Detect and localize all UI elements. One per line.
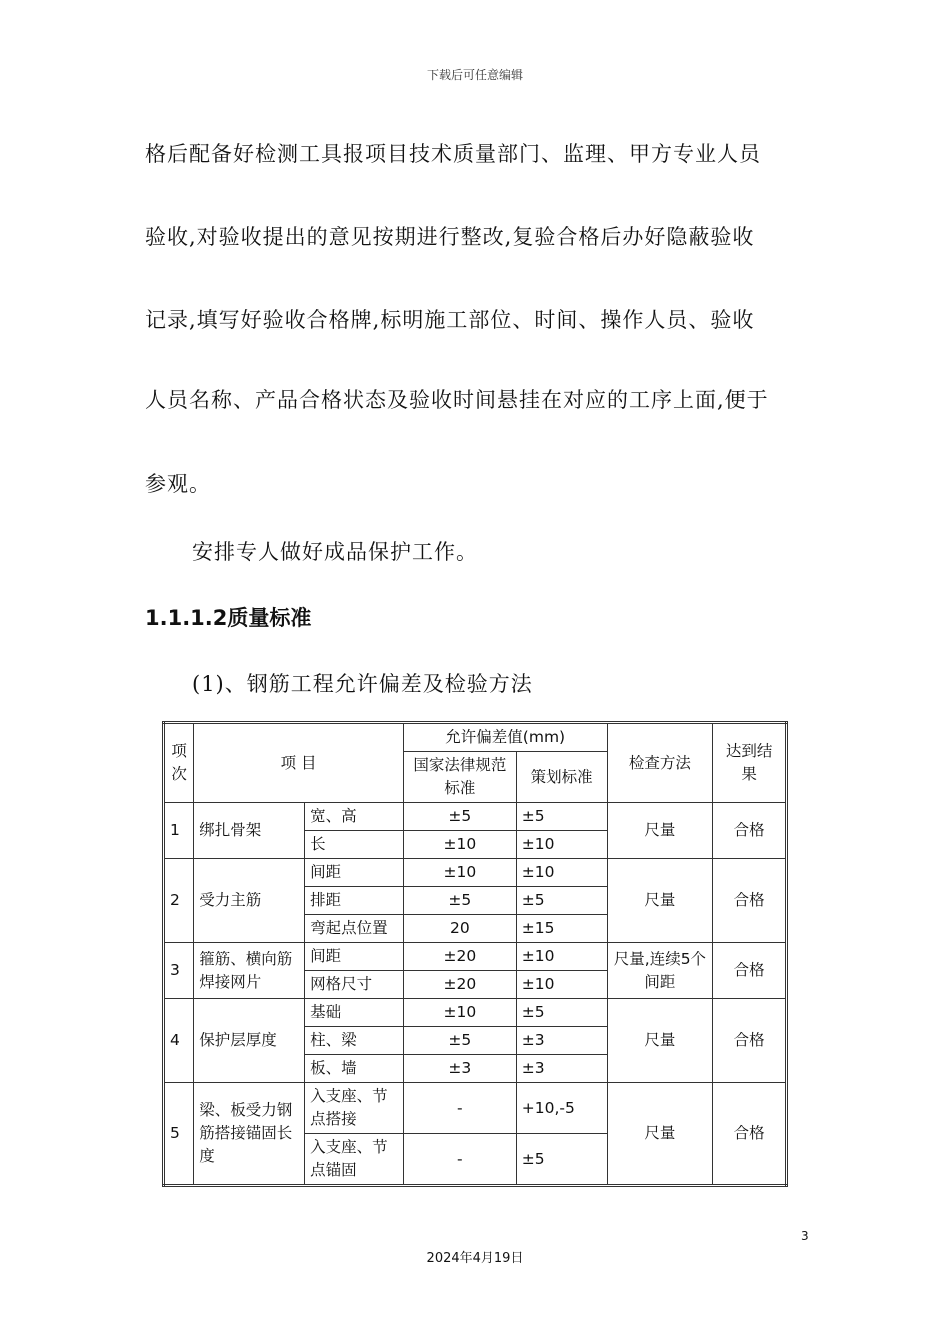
row-result: 合格	[713, 943, 787, 999]
section-heading: 1.1.1.2质量标准	[145, 606, 312, 630]
table-row	[164, 999, 787, 1027]
table-row	[164, 943, 787, 971]
row-method: 尺量	[607, 803, 713, 859]
body-line-2: 验收,对验收提出的意见按期进行整改,复验合格后办好隐蔽验收	[145, 225, 755, 249]
row-no: 4	[164, 999, 194, 1083]
row-national: ±20	[403, 971, 516, 999]
body-line-3: 记录,填写好验收合格牌,标明施工部位、时间、操作人员、验收	[145, 308, 755, 332]
row-sub-item: 排距	[305, 887, 404, 915]
header-result: 达到结果	[713, 723, 787, 803]
row-plan: ±10	[516, 971, 607, 999]
row-national: ±5	[403, 803, 516, 831]
row-plan: ±5	[516, 999, 607, 1027]
row-plan: ±3	[516, 1055, 607, 1083]
row-sub-item: 间距	[305, 943, 404, 971]
row-sub-item: 间距	[305, 859, 404, 887]
row-item-name: 受力主筋	[194, 859, 305, 943]
header-national: 国家法律规范标准	[403, 752, 516, 803]
row-sub-item: 柱、梁	[305, 1027, 404, 1055]
row-item-name: 梁、板受力钢筋搭接锚固长度	[194, 1083, 305, 1186]
row-sub-item: 网格尺寸	[305, 971, 404, 999]
row-national: ±20	[403, 943, 516, 971]
row-plan: ±10	[516, 859, 607, 887]
header-item: 项 目	[194, 723, 404, 803]
row-method: 尺量,连续5个间距	[607, 943, 713, 999]
row-plan: ±10	[516, 943, 607, 971]
body-line-5: 参观。	[145, 472, 211, 496]
header-no: 项次	[164, 723, 194, 803]
row-result: 合格	[713, 859, 787, 943]
page-header: 下载后可任意编辑	[426, 68, 523, 82]
row-plan: ±5	[516, 1134, 607, 1186]
row-sub-item: 弯起点位置	[305, 915, 404, 943]
row-plan: ±3	[516, 1027, 607, 1055]
row-national: ±10	[403, 999, 516, 1027]
row-item-name: 保护层厚度	[194, 999, 305, 1083]
row-plan: +10,-5	[516, 1083, 607, 1134]
row-national: ±10	[403, 831, 516, 859]
body-line-1: 格后配备好检测工具报项目技术质量部门、监理、甲方专业人员	[145, 142, 761, 166]
row-no: 3	[164, 943, 194, 999]
row-method: 尺量	[607, 1083, 713, 1186]
row-national: ±5	[403, 887, 516, 915]
table-row	[164, 1083, 787, 1134]
header-method: 检查方法	[607, 723, 713, 803]
row-sub-item: 入支座、节点锚固	[305, 1134, 404, 1186]
row-national: -	[403, 1134, 516, 1186]
table-header-row	[164, 723, 787, 752]
row-national: ±10	[403, 859, 516, 887]
row-national: 20	[403, 915, 516, 943]
row-method: 尺量	[607, 859, 713, 943]
row-no: 5	[164, 1083, 194, 1186]
body-paragraph-2: 安排专人做好成品保护工作。	[192, 540, 478, 564]
header-plan: 策划标准	[516, 752, 607, 803]
row-plan: ±10	[516, 831, 607, 859]
row-national: ±3	[403, 1055, 516, 1083]
row-sub-item: 长	[305, 831, 404, 859]
row-result: 合格	[713, 999, 787, 1083]
body-line-4: 人员名称、产品合格状态及验收时间悬挂在对应的工序上面,便于	[145, 388, 769, 412]
row-national: ±5	[403, 1027, 516, 1055]
row-sub-item: 基础	[305, 999, 404, 1027]
table-row	[164, 803, 787, 831]
row-sub-item: 宽、高	[305, 803, 404, 831]
row-plan: ±5	[516, 803, 607, 831]
table-row	[164, 859, 787, 887]
row-sub-item: 板、墙	[305, 1055, 404, 1083]
page-number: 3	[801, 1229, 809, 1243]
row-no: 2	[164, 859, 194, 943]
table-caption: (1)、钢筋工程允许偏差及检验方法	[192, 672, 533, 696]
quality-standard-table	[162, 721, 788, 1187]
row-plan: ±5	[516, 887, 607, 915]
row-sub-item: 入支座、节点搭接	[305, 1083, 404, 1134]
row-method: 尺量	[607, 999, 713, 1083]
header-tolerance: 允许偏差值(mm)	[403, 723, 607, 752]
row-result: 合格	[713, 1083, 787, 1186]
row-item-name: 绑扎骨架	[194, 803, 305, 859]
row-national: -	[403, 1083, 516, 1134]
page-footer-date: 2024年4月19日	[426, 1251, 524, 1266]
row-item-name: 箍筋、横向筋焊接网片	[194, 943, 305, 999]
row-result: 合格	[713, 803, 787, 859]
row-no: 1	[164, 803, 194, 859]
row-plan: ±15	[516, 915, 607, 943]
